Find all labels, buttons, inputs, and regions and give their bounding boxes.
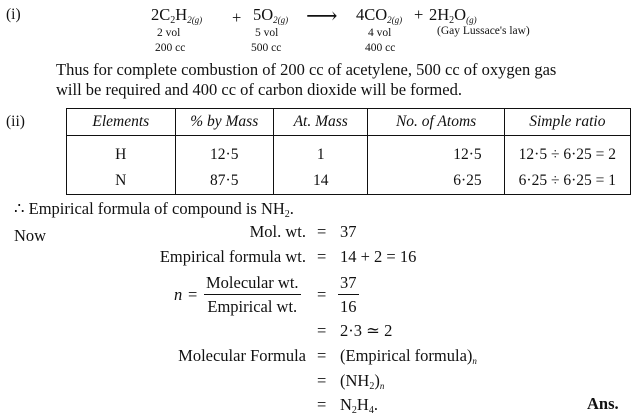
product-co2: $4CO_{2(g)}$ [356, 5, 403, 25]
cell-element: H [67, 136, 176, 169]
reactant-acetylene: $2C_2H_{2(g)}$ [151, 5, 203, 26]
reactant-oxygen: $5O_{2(g)}$ [253, 5, 289, 25]
fraction-value-numerator: 37 [338, 273, 359, 295]
mol-wt-label: Mol. wt. [249, 222, 306, 241]
equals-6: = [317, 371, 327, 390]
part-ii-label: (ii) [6, 113, 25, 130]
equals-7: = [317, 395, 327, 414]
part-i-label: (i) [6, 6, 21, 23]
fraction-values [338, 273, 359, 317]
n-symbol: n [174, 285, 183, 304]
equals-2: = [317, 247, 327, 266]
plus-sign-1: + [232, 8, 242, 27]
cc-co2: 400 cc [365, 42, 396, 54]
mol-wt-value: 37 [340, 222, 357, 241]
fraction-value-denominator: 16 [340, 297, 357, 316]
cc-oxygen: 500 cc [251, 42, 282, 54]
answer-marker: Ans. [587, 394, 619, 413]
table-header-row [67, 109, 631, 136]
plus-sign-2: + [414, 5, 424, 24]
vol-acetylene: 2 vol [157, 27, 181, 39]
header-simple-ratio: Simple ratio [504, 109, 630, 136]
table-row [67, 168, 631, 195]
emp-wt-label: Empirical formula wt. [159, 247, 306, 266]
cc-acetylene: 200 cc [155, 42, 186, 54]
fraction-numerator: Molecular wt. [204, 273, 301, 295]
law-note: (Gay Lussace's law) [437, 25, 530, 37]
equals-n: = [188, 285, 198, 304]
now-label: Now [14, 226, 47, 245]
cell-element: N [67, 168, 176, 195]
empirical-statement: ∴ Empirical formula of compound is $NH_2$. [14, 199, 294, 220]
reaction-arrow: ⟶ [306, 3, 338, 28]
conclusion-line-2: will be required and 400 cc of carbon dioxide will be formed. [56, 80, 462, 99]
vol-co2: 4 vol [368, 27, 392, 39]
emp-wt-value: 14 + 2 = 16 [340, 247, 417, 266]
cell-atoms: 12·5 [368, 136, 504, 169]
fraction-denominator: Empirical wt. [207, 297, 298, 316]
cell-percent: 12·5 [175, 136, 273, 169]
table-row [67, 136, 631, 169]
equals-5: = [317, 346, 327, 365]
header-percent-mass: % by Mass [175, 109, 273, 136]
vol-oxygen: 5 vol [255, 27, 279, 39]
cell-percent: 87·5 [175, 168, 273, 195]
mf-value: (Empirical $formula)_n$ [340, 346, 477, 366]
fraction-wt [204, 273, 301, 317]
cell-ratio: 6·25 ÷ 6·25 = 1 [504, 168, 630, 195]
equals-4: = [317, 321, 327, 340]
header-atomic-mass: At. Mass [273, 109, 367, 136]
mf-label: Molecular Formula [178, 346, 306, 365]
cell-atoms: 6·25 [368, 168, 504, 195]
cell-atomic-mass: 14 [273, 168, 367, 195]
cell-atomic-mass: 1 [273, 136, 367, 169]
final-formula: $N_2H_4$. [340, 395, 378, 416]
header-elements: Elements [67, 109, 176, 136]
cell-ratio: 12·5 ÷ 6·25 = 2 [504, 136, 630, 169]
header-no-of-atoms: No. of Atoms [368, 109, 504, 136]
n-value: 2·3 ≃ 2 [340, 321, 393, 340]
equals-3: = [317, 285, 327, 304]
product-water: $2H_2O_{(g)}$ [429, 5, 477, 26]
composition-table [66, 108, 631, 195]
mf2-value: $(NH_2)_n$ [340, 371, 385, 392]
conclusion-line-1: Thus for complete combustion of 200 cc of acetylene, 500 cc of oxygen gas [56, 60, 557, 79]
equals-1: = [317, 222, 327, 241]
